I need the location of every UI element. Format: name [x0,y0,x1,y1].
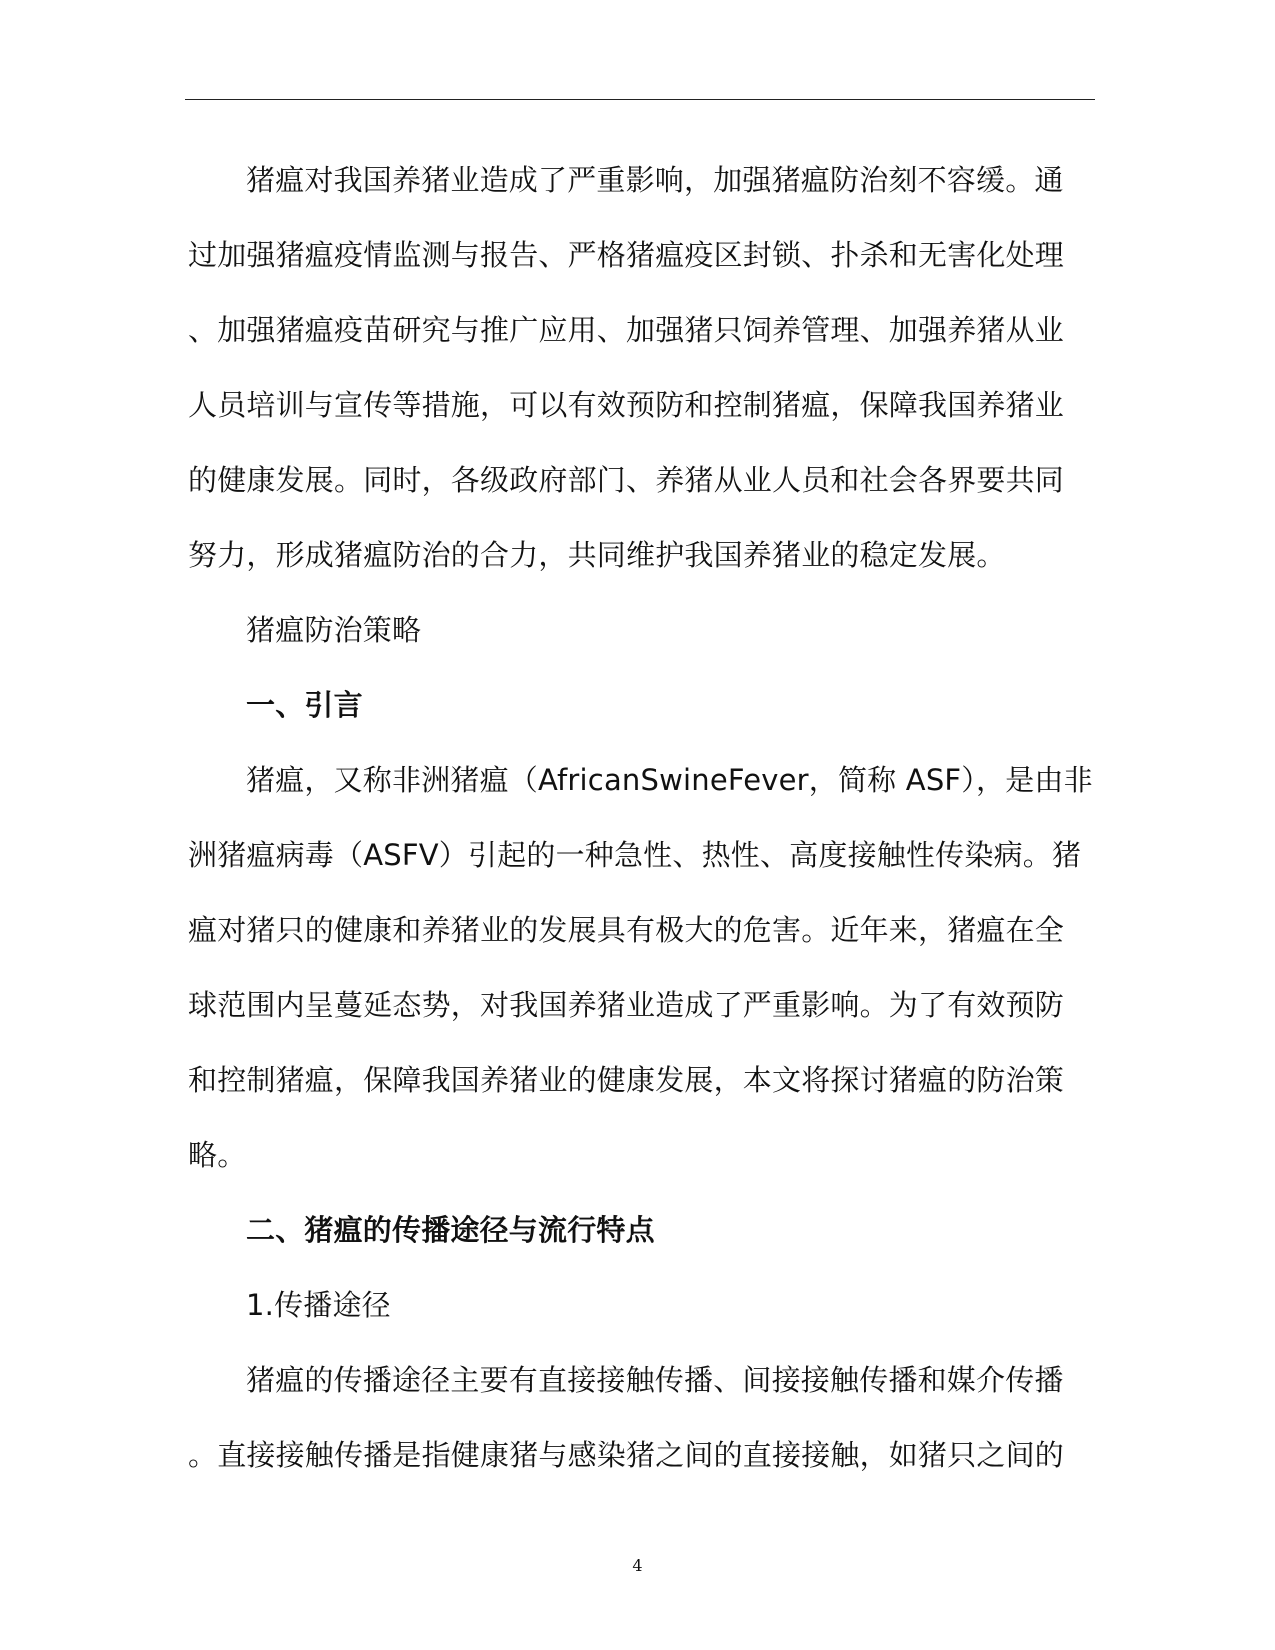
paragraph-line: 球范围内呈蔓延态势，对我国养猪业造成了严重影响。为了有效预防 [188,988,1065,1022]
page-number: 4 [632,1556,643,1575]
paragraph-line: 。直接接触传播是指健康猪与感染猪之间的直接接触，如猪只之间的 [188,1438,1065,1472]
paragraph-line: 略。 [188,1138,247,1172]
paragraph-line: 猪瘟对我国养猪业造成了严重影响，加强猪瘟防治刻不容缓。通 [246,163,1064,197]
document-body [188,143,1093,1493]
section-heading: 二、猪瘟的传播途径与流行特点 [246,1213,655,1247]
header-rule [185,99,1095,100]
paragraph-line: 、加强猪瘟疫苗研究与推广应用、加强猪只饲养管理、加强养猪从业 [188,313,1065,347]
paragraph-line: 瘟对猪只的健康和养猪业的发展具有极大的危害。近年来，猪瘟在全 [188,913,1065,947]
paragraph-line: 过加强猪瘟疫情监测与报告、严格猪瘟疫区封锁、扑杀和无害化处理 [188,238,1065,272]
document-title: 猪瘟防治策略 [246,613,422,647]
paragraph-line: 人员培训与宣传等措施，可以有效预防和控制猪瘟，保障我国养猪业 [188,388,1065,422]
paragraph-line: 洲猪瘟病毒（ASFV）引起的一种急性、热性、高度接触性传染病。猪 [188,838,1082,872]
subsection-heading: 1.传播途径 [246,1288,391,1322]
paragraph-line: 的健康发展。同时，各级政府部门、养猪从业人员和社会各界要共同 [188,463,1065,497]
paragraph-line: 猪瘟，又称非洲猪瘟（AfricanSwineFever，简称 ASF），是由非 [246,763,1093,797]
paragraph-line: 和控制猪瘟，保障我国养猪业的健康发展，本文将探讨猪瘟的防治策 [188,1063,1065,1097]
section-heading: 一、引言 [246,688,363,722]
paragraph-line: 努力，形成猪瘟防治的合力，共同维护我国养猪业的稳定发展。 [188,538,1006,572]
paragraph-line: 猪瘟的传播途径主要有直接接触传播、间接接触传播和媒介传播 [246,1363,1064,1397]
